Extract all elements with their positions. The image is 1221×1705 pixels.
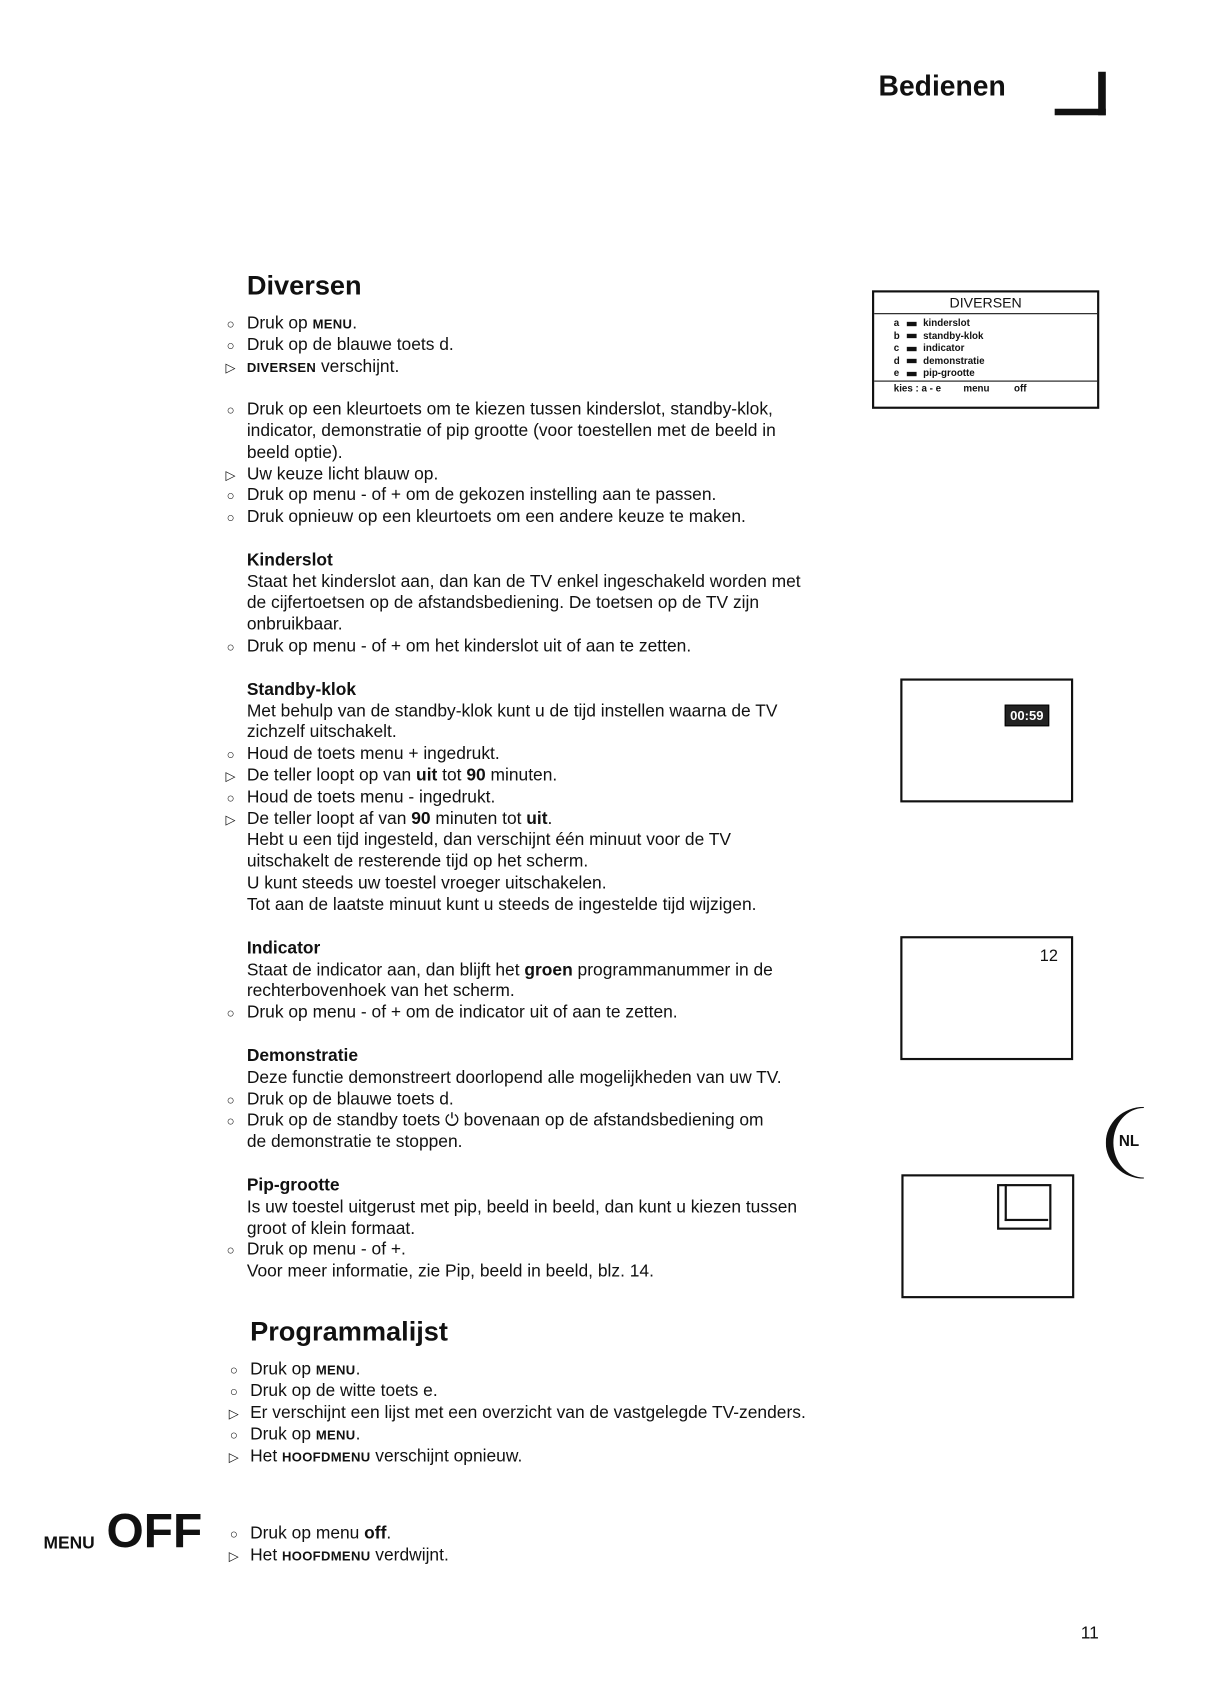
text-segment: Er verschijnt een lijst met een overzicht van de vastgelegde TV-zenders. [250,1403,806,1423]
text-line [226,335,454,357]
header-marker [1098,72,1106,115]
section-title-diversen: Diversen [246,270,362,302]
action-bullet-icon: ○ [226,1005,235,1021]
text-line [226,1240,406,1262]
text-line [247,981,515,1003]
color-key-icon [907,359,917,363]
text-segment: Hebt u een tijd ingesteld, dan verschijnt één minuut voor de TV [246,830,732,850]
subheading [247,938,320,960]
osd-item-standby-klok [894,330,1097,343]
osd-item-key: a [893,317,900,329]
screen-indicator [900,936,1073,1060]
osd-footer-menu: menu [963,382,990,394]
osd-item-label: demonstratie [923,355,985,366]
text-segment: uitschakelt de resterende tijd op het scherm. [246,852,589,871]
text-line [247,830,731,852]
text-segment: rechterbovenhoek van het scherm. [246,981,515,1001]
text-line [247,851,588,873]
menu-off-key-off: OFF [106,1504,203,1559]
text-segment: Tot aan de laatste minuut kunt u steeds de ingestelde tijd wijzigen. [246,895,757,915]
text-line [247,572,801,594]
color-key-icon [907,346,917,350]
osd-item-kinderslot [894,317,1097,330]
pip-window-icon [997,1184,1051,1230]
text-segment: HOOFDMENU [281,1449,371,1465]
text-line [229,1523,392,1545]
text-segment: Houd de toets menu - ingedrukt. [246,788,496,807]
text-line [226,313,358,335]
result-arrow-icon: ▷ [228,1449,239,1465]
text-segment: de cijfertoetsen op de afstandsbediening. De toetsen op de TV zijn [246,593,760,613]
text-line [226,485,717,507]
text-line [247,1068,782,1090]
action-bullet-icon: ○ [226,509,235,526]
action-bullet-icon: ○ [226,790,235,806]
text-line [225,357,400,379]
text-segment: Standby-klok [246,680,357,700]
text-segment: Staat de indicator aan, dan blijft het [246,961,525,980]
text-line [226,787,496,809]
text-segment: Kinderslot [246,551,333,570]
text-segment: onbruikbaar. [246,615,343,634]
header-title: Bedienen [878,69,1006,103]
action-bullet-icon: ○ [226,488,235,504]
text-segment: Houd de toets menu + ingedrukt. [246,744,500,764]
text-segment: Het [250,1447,282,1466]
text-segment: DIVERSEN [246,359,317,376]
text-segment: . [352,314,358,333]
text-segment: De teller loopt af van [246,810,412,829]
subheading [247,1046,358,1068]
osd-item-key: d [893,355,900,366]
color-key-icon [907,334,917,338]
text-segment: MENU [315,1362,356,1378]
text-segment: indicator, demonstratie of pip grootte (voor toestellen met de beeld in [246,421,776,441]
text-segment: Druk opnieuw op een kleurtoets om een andere keuze te maken. [246,507,746,527]
osd-item-demonstratie [894,355,1097,368]
text-segment: . [355,1425,361,1444]
text-segment: minuten. [485,766,558,786]
osd-item-key: b [893,329,900,341]
text-line [225,464,439,486]
text-segment: bovenaan op de afstandsbediening om [458,1111,764,1130]
text-segment: Druk op de witte toets e. [250,1381,438,1401]
text-line [226,399,773,421]
text-segment: . [355,1360,361,1379]
action-bullet-icon: ○ [226,316,235,332]
text-segment: verschijnt opnieuw. [370,1447,523,1466]
text-segment: HOOFDMENU [281,1548,371,1564]
text-segment: Voor meer informatie, zie Pip, beeld in beeld, blz. 14. [246,1262,654,1281]
menu-off-key-menu: MENU [43,1534,95,1553]
page-number: 11 [1080,1624,1099,1643]
result-arrow-icon: ▷ [225,768,236,784]
text-segment: Druk op menu - of + om de indicator uit of aan te zetten. [246,1003,678,1023]
screen-pip [901,1174,1074,1298]
action-bullet-icon: ○ [229,1384,238,1400]
text-line [226,744,500,766]
osd-item-key: c [893,342,900,354]
text-line [229,1424,361,1446]
text-segment: Druk op menu [250,1524,365,1543]
text-segment: Druk op de blauwe toets d. [246,1090,454,1110]
text-segment: Druk op menu - of +. [246,1240,406,1260]
subheading [247,1175,340,1197]
text-line [247,443,343,465]
text-segment: Uw keuze licht blauw op. [246,465,439,484]
screen-standby-timer [900,678,1073,802]
text-line [225,765,558,787]
osd-item-label: kinderslot [923,317,970,329]
subheading [247,680,356,702]
text-line [247,873,607,895]
power-icon: ⏻ [445,1111,459,1130]
text-line [247,1219,415,1241]
action-bullet-icon: ○ [226,338,235,354]
text-line [247,722,397,744]
timer-badge: 00:59 [1005,705,1049,727]
osd-item-label: standby-klok [923,329,984,341]
text-segment: groen [524,961,573,980]
text-line [247,701,778,723]
osd-item-pip-grootte [894,368,1097,381]
text-segment: programmanummer in de [572,961,773,980]
text-segment: uit [416,766,438,786]
action-bullet-icon: ○ [226,746,235,763]
result-arrow-icon: ▷ [228,1548,239,1564]
action-bullet-icon: ○ [226,402,235,418]
result-arrow-icon: ▷ [225,359,236,376]
result-arrow-icon: ▷ [225,467,236,483]
text-segment: . [547,810,553,829]
text-line [247,593,759,615]
text-line [247,960,773,982]
text-segment: Druk op [246,314,313,333]
color-key-icon [907,321,917,325]
text-segment: tot [437,766,467,786]
text-segment: Staat het kinderslot aan, dan kan de TV enkel ingeschakeld worden met [246,573,801,592]
text-segment: Druk op een kleurtoets om te kiezen tussen kinderslot, standby-klok, [246,400,773,419]
text-segment: verdwijnt. [370,1546,449,1565]
text-segment: MENU [312,316,353,332]
action-bullet-icon: ○ [226,1242,235,1259]
osd-item-indicator [894,342,1097,355]
text-line [228,1446,523,1468]
text-segment: Pip-grootte [246,1176,340,1195]
text-segment: 90 [466,766,486,786]
text-line [247,1132,463,1154]
text-line [229,1381,438,1403]
text-segment: zichzelf uitschakelt. [246,723,397,742]
action-bullet-icon: ○ [229,1427,238,1443]
text-segment: Druk op menu - of + om het kinderslot uit of aan te zetten. [246,637,692,656]
text-segment: Druk op menu - of + om de gekozen instelling aan te passen. [246,486,717,505]
text-line [229,1359,361,1381]
action-bullet-icon: ○ [226,1092,235,1108]
color-key-icon [907,371,917,375]
text-line [247,614,343,636]
text-segment: Druk op de standby toets [246,1111,446,1130]
text-segment: U kunt steeds uw toestel vroeger uitschakelen. [246,874,607,893]
text-segment: Druk op [250,1425,316,1444]
text-line [228,1403,806,1425]
text-segment: . [386,1524,392,1543]
text-segment: MENU [315,1427,356,1443]
action-bullet-icon: ○ [226,1113,235,1129]
result-arrow-icon: ▷ [228,1405,239,1422]
text-segment: beeld optie). [246,443,343,463]
text-line [225,809,553,831]
text-segment: Het [250,1546,282,1565]
text-segment: de demonstratie te stoppen. [246,1132,463,1152]
section-title-programmalijst: Programmalijst [250,1316,448,1348]
text-segment: Deze functie demonstreert doorlopend alle mogelijkheden van uw TV. [246,1068,782,1088]
result-arrow-icon: ▷ [225,812,236,828]
text-line [228,1545,449,1567]
text-segment: off [364,1524,387,1543]
language-tab [1104,1098,1158,1185]
text-line [247,1261,654,1283]
text-segment: 90 [411,810,431,829]
action-bullet-icon: ○ [229,1526,238,1542]
osd-footer-off: off [1013,382,1027,394]
text-segment: verschijnt. [316,357,400,377]
text-line [226,1002,678,1024]
programme-number: 12 [1039,947,1058,966]
text-line [226,507,746,529]
text-segment: uit [526,810,548,829]
action-bullet-icon: ○ [229,1362,238,1378]
text-line [226,1089,454,1111]
text-segment: Demonstratie [246,1047,358,1066]
osd-diversen-menu [872,290,1099,409]
text-segment: De teller loopt op van [246,766,417,786]
subheading [247,550,333,572]
osd-footer-kies: kies : a - e [893,382,942,394]
text-segment: Druk op [250,1360,316,1379]
osd-item-key: e [893,367,900,379]
osd-title: DIVERSEN [874,292,1097,314]
text-segment: Met behulp van de standby-klok kunt u de tijd instellen waarna de TV [246,702,778,721]
text-line [247,895,757,917]
osd-item-label: pip-grootte [923,367,975,379]
action-bullet-icon: ○ [226,639,235,655]
text-segment: Indicator [246,939,321,958]
text-line [247,421,776,443]
text-line [226,1110,764,1132]
text-segment: minuten tot [430,810,527,829]
text-line [247,1197,797,1219]
text-segment: groot of klein formaat. [246,1219,416,1239]
osd-item-label: indicator [923,342,965,354]
text-segment: Druk op de blauwe toets d. [246,335,454,355]
text-segment: Is uw toestel uitgerust met pip, beeld in beeld, dan kunt u kiezen tussen [246,1198,798,1217]
text-line [226,636,692,658]
language-label: NL [1118,1131,1140,1150]
